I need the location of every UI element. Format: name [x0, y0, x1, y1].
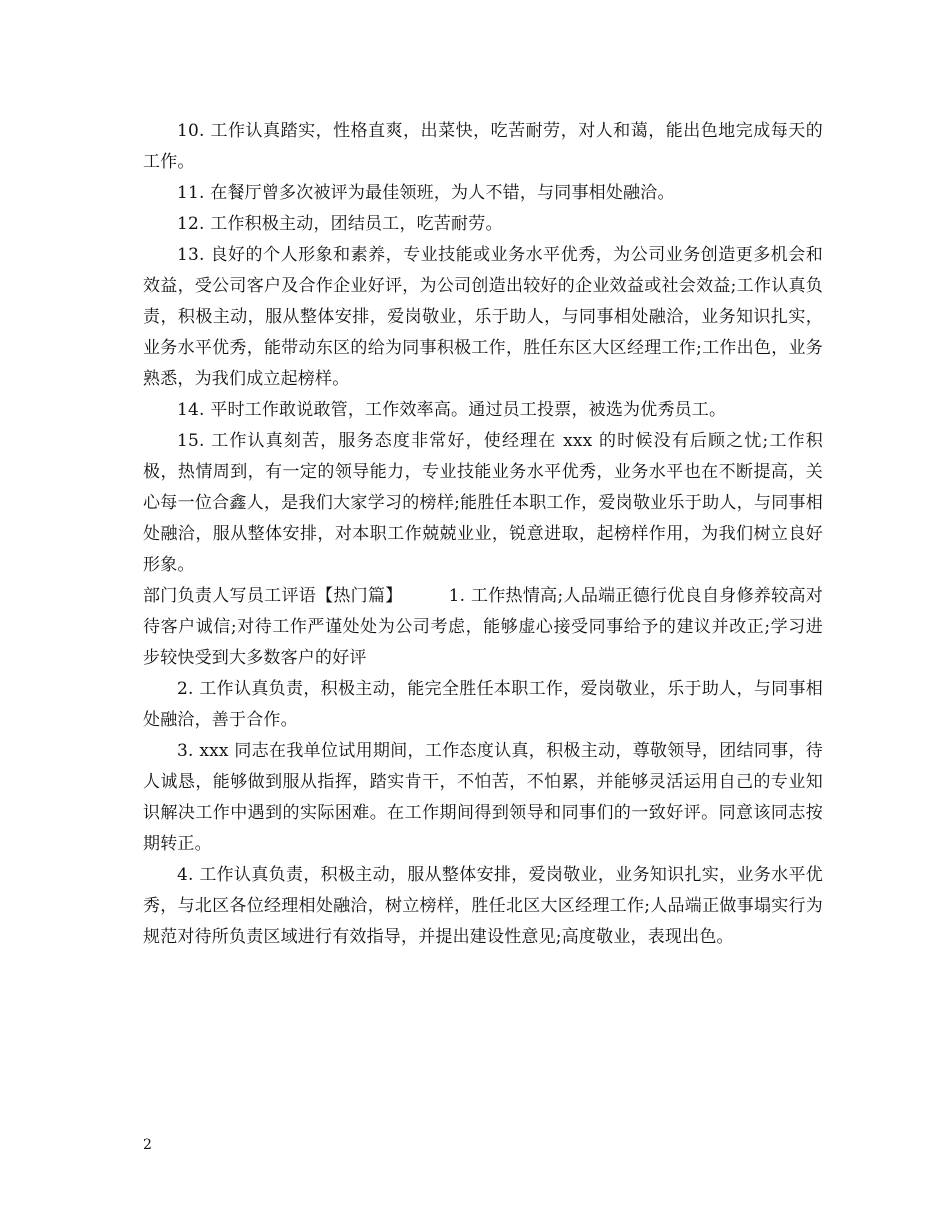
- paragraph-item-12: 12. 工作积极主动，团结员工，吃苦耐劳。: [177, 214, 503, 234]
- paragraph-item-2: 2. 工作认真负责，积极主动，能完全胜任本职工作，爱岗敬业，乐于助人，与同事相处融洽，善于合作。: [143, 679, 823, 730]
- document-body: [143, 116, 823, 953]
- paragraph-item-10: 10. 工作认真踏实，性格直爽，出菜快，吃苦耐劳，对人和蔼，能出色地完成每天的工作。: [143, 121, 823, 172]
- paragraph-item-11: 11. 在餐厅曾多次被评为最佳领班，为人不错，与同事相处融洽。: [177, 183, 675, 203]
- paragraph-item-4: 4. 工作认真负责，积极主动，服从整体安排，爱岗敬业，业务知识扎实，业务水平优秀，与北区各位经理相处融洽，树立榜样，胜任北区大区经理工作;人品端正做事塌实行为规范对待所负责区域进行有效指导，并提出建设性意见;高度敬业，表现出色。: [143, 865, 823, 947]
- paragraph-item-15: 15. 工作认真刻苦，服务态度非常好，使经理在 xxx 的时候没有后顾之忧;工作积极，热情周到，有一定的领导能力，专业技能业务水平优秀，业务水平也在不断提高，关心每一位合鑫人，是我们大家学习的榜样;能胜任本职工作，爱岗敬业乐于助人，与同事相处融洽，服从整体安排，对本职工作兢兢业业，锐意进取，起榜样作用，为我们树立良好形象。: [143, 431, 823, 575]
- section-title: 部门负责人写员工评语【热门篇】: [143, 586, 403, 606]
- paragraph-item-14: 14. 平时工作敢说敢管，工作效率高。通过员工投票，被选为优秀员工。: [177, 400, 727, 420]
- page-number: 2: [143, 1137, 152, 1153]
- section-heading-paragraph: [143, 581, 823, 674]
- paragraph-item-3: 3. xxx 同志在我单位试用期间，工作态度认真，积极主动，尊敬领导，团结同事，待人诚恳，能够做到服从指挥，踏实肯干，不怕苦，不怕累，并能够灵活运用自己的专业知识解决工作中遇到的实际困难。在工作期间得到领导和同事们的一致好评。同意该同志按期转正。: [143, 741, 823, 854]
- section-item-1: 1. 工作热情高;人品端正德行优良自身修养较高对待客户诚信;对待工作严谨处处为公司考虑，能够虚心接受同事给予的建议并改正;学习进步较快受到大多数客户的好评: [143, 586, 824, 668]
- paragraph-item-13: 13. 良好的个人形象和素养，专业技能或业务水平优秀，为公司业务创造更多机会和效益，受公司客户及合作企业好评，为公司创造出较好的企业效益或社会效益;工作认真负责，积极主动，服从整体安排，爱岗敬业，乐于助人，与同事相处融洽，业务知识扎实，业务水平优秀，能带动东区的给为同事积极工作，胜任东区大区经理工作;工作出色，业务熟悉，为我们成立起榜样。: [143, 245, 823, 389]
